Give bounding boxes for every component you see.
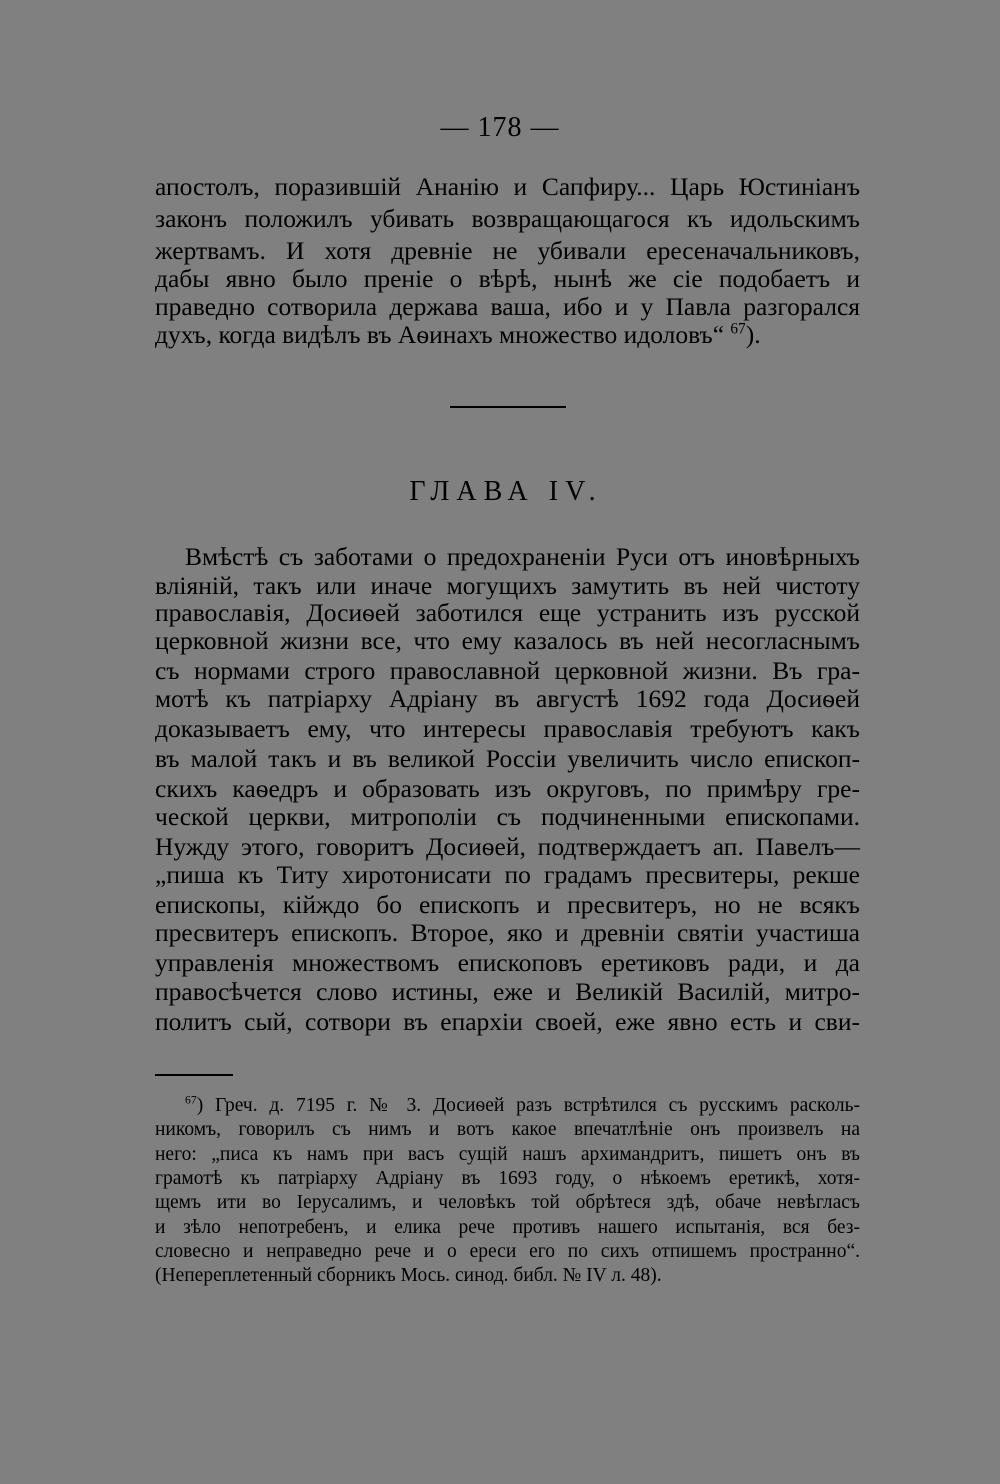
text-line: православія, Досиѳей заботился еще устранить изъ русской [155,598,860,627]
text-line: церковной жизни все, что ему казалось въ ней несогласнымъ [155,626,860,655]
text-line: Нужду этого, говоритъ Досиѳей, подтверждаетъ ап. Павелъ— [155,832,860,861]
text-line: политъ сый, сотвори въ епархіи своей, еже явно есть и сви- [155,1007,860,1036]
text-line: вліяній, такъ или иначе могущихъ замутить въ ней чистоту [155,571,860,600]
footnote-divider [155,1074,233,1076]
text-line: доказываетъ ему, что интересы православія требуютъ какъ [155,714,860,743]
text-line: жертвамъ. И хотя древніе не убивали ересеначальниковъ, [155,236,860,265]
text-line: въ малой такъ и въ великой Россіи увеличить число епископ- [155,744,860,773]
section-divider [450,406,566,408]
text-line: дабы явно было преніе о вѣрѣ, нынѣ же сіе подобаетъ и [155,264,860,293]
text-segment: ). [745,320,761,349]
text-line: епископы, кійждо бо епископъ и пресвитеръ, но не всякъ [155,890,860,919]
text-line: праведно сотворила держава ваша, ибо и у Павла разгорался [155,292,860,321]
footnote-line: грамотѣ къ патріарху Адріану въ 1693 году, о нѣкоемъ еретикѣ, хотя- [155,1168,860,1189]
text-line: Вмѣстѣ съ заботами о предохраненіи Руси отъ иновѣрныхъ [185,542,860,571]
footnote-line: него: „писа къ намъ при васъ сущій нашъ архимандритъ, пишетъ онъ въ [155,1144,860,1165]
text-line: ческой церкви, митрополіи съ подчиненными епископами. [155,802,860,831]
footnote-line [185,1094,860,1118]
footnote-line: щемъ ити во Іерусалимъ, и человѣкъ той обрѣтеся здѣ, обаче невѣгласъ [155,1192,860,1213]
text-line [155,320,860,350]
text-line: апостолъ, поразившій Ананію и Сапфиру... Царь Юстиніанъ [155,172,860,201]
text-segment: ) Греч. д. 7195 г. № 3. Досиѳей разъ встрѣтился съ русскимъ расколь- [196,1095,860,1116]
text-line: „пиша къ Титу хиротонисати по градамъ пресвитеры, рекше [155,860,860,889]
footnote-line: словесно и неправедно рече и о ереси его по сихъ отпишемъ пространно“. [155,1241,860,1262]
text-line: правосѣчется слово истины, еже и Великій Василій, митро- [155,977,860,1006]
footnote-line: (Непереплетенный сборникъ Мось. синод. библ. № IV л. 48). [155,1265,662,1286]
text-line: съ нормами строго православной церковной жизни. Въ гра- [155,656,860,685]
chapter-heading: ГЛАВА IV. [409,476,603,507]
text-line: управленія множествомъ епископовъ еретиковъ ради, и да [155,948,860,977]
footnote-line: никомъ, говорилъ съ нимъ и вотъ какое впечатлѣніе онъ произвелъ на [155,1119,860,1140]
footnote-ref: 67 [730,320,746,338]
text-segment: духъ, когда видѣлъ въ Аѳинахъ множество идоловъ“ [155,320,725,349]
text-line: скихъ каѳедръ и образовать изъ округовъ, по примѣру гре- [155,774,860,803]
footnote-number: 67 [185,1093,197,1107]
text-line: мотѣ къ патріарху Адріану въ августѣ 1692 года Досиѳей [155,684,860,713]
text-line: пресвитеръ епископъ. Второе, яко и древніи святіи участиша [155,918,860,947]
footnote-line: и зѣло непотребенъ, и елика рече противъ нашего испытанія, вся без- [155,1217,860,1238]
text-line: законъ положилъ убивать возвращающагося къ идольскимъ [155,204,860,233]
page-number: — 178 — [440,112,560,143]
